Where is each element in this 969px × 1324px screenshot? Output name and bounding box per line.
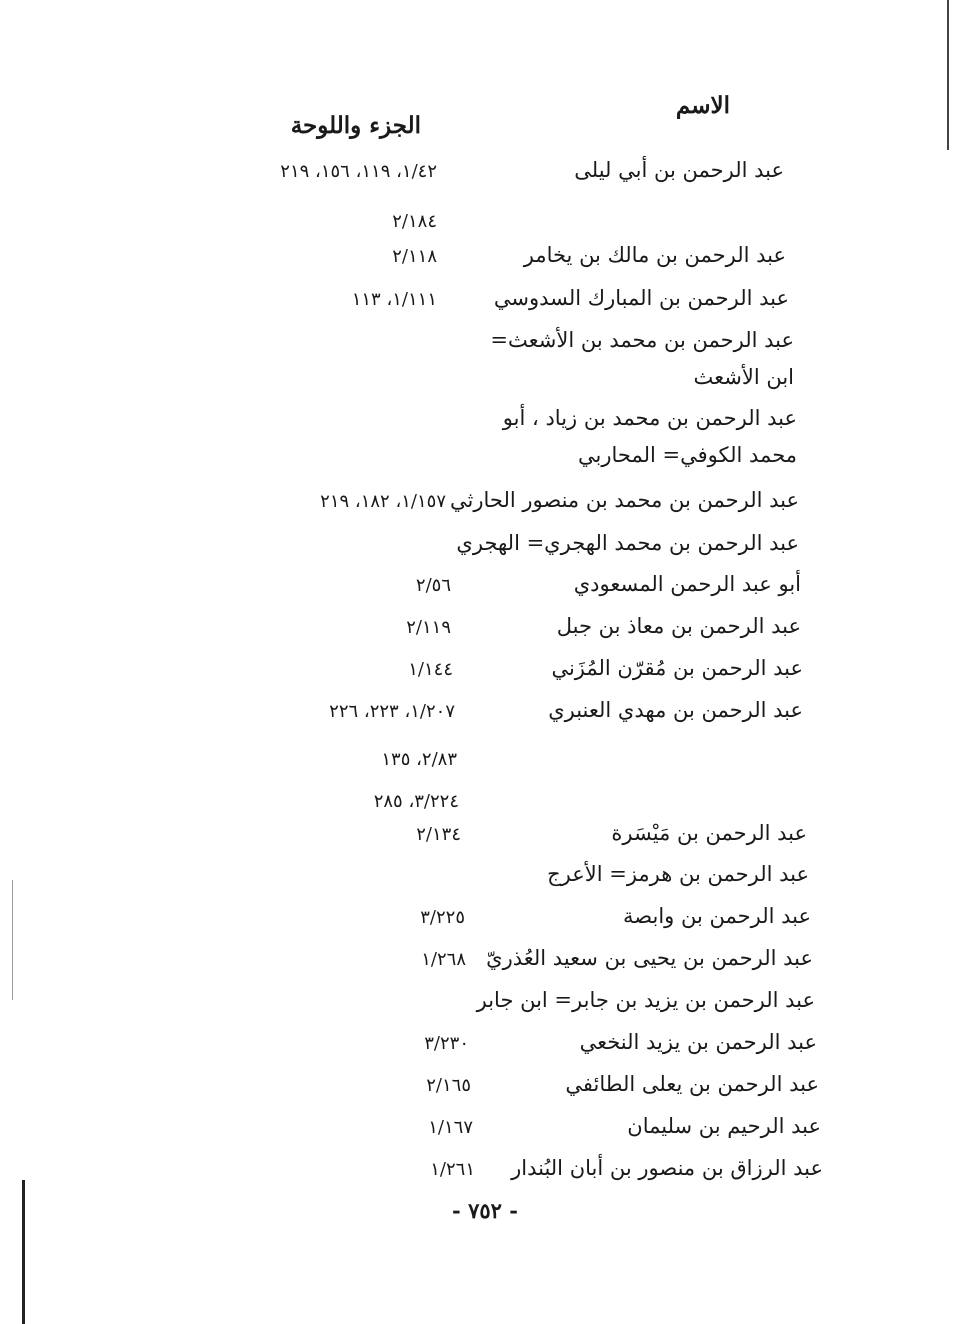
- index-entry: [0, 608, 969, 648]
- entry-name: عبد الرحمن بن مالك بن يخامر: [523, 243, 786, 267]
- entry-reference: ١/١٥٧، ١٨٢، ٢١٩: [320, 491, 446, 512]
- entry-reference: ١/١١١، ١١٣: [351, 289, 437, 310]
- index-entry: [0, 322, 969, 398]
- page-edge-line: [22, 1180, 25, 1324]
- index-entry: [0, 856, 969, 896]
- entry-name: عبد الرحمن بن مَيْسَرة: [611, 821, 807, 845]
- entry-name: عبد الرحمن بن محمد الهجري= الهجري: [456, 531, 799, 555]
- entry-name: عبد الرحمن بن مُقرّن المُزَني: [551, 656, 803, 680]
- entry-name: عبد الرحمن بن مهدي العنبري: [548, 698, 803, 722]
- entry-name: أبو عبد الرحمن المسعودي: [573, 572, 801, 596]
- entry-name: عبد الرحمن بن محمد بن الأشعث= ابن الأشعث: [490, 328, 794, 389]
- page-number: - ٧٥٢ -: [452, 1198, 518, 1223]
- entry-name: عبد الرحمن بن هرمز= الأعرج: [547, 862, 809, 886]
- index-entry: [0, 525, 969, 565]
- entry-reference: ١/٢٠٧، ٢٢٣، ٢٢٦: [329, 701, 455, 722]
- entry-reference: ١/١٤٤: [408, 659, 453, 680]
- index-entry: [0, 650, 969, 690]
- entry-name: عبد الرحيم بن سليمان: [627, 1114, 821, 1138]
- entry-name: عبد الرحمن بن وابصة: [623, 904, 811, 928]
- index-entry: [0, 1024, 969, 1064]
- entry-reference: ٣/٢٢٤، ٢٨٥: [373, 791, 459, 812]
- index-entry: [0, 692, 969, 732]
- column-header-reference: الجزء واللوحة: [290, 112, 421, 139]
- entry-name: عبد الرحمن بن المبارك السدوسي: [493, 286, 789, 310]
- index-entry: [0, 1108, 969, 1148]
- index-entry: [0, 1150, 969, 1190]
- entry-reference: ٣/٢٢٥: [420, 907, 465, 928]
- index-entry: [0, 482, 969, 522]
- entry-reference: ٢/٨٣، ١٣٥: [381, 749, 457, 770]
- entry-reference: ١/٢٦١: [430, 1159, 475, 1180]
- index-entry: [0, 152, 969, 192]
- entry-name: عبد الرزاق بن منصور بن أبان البُندار: [511, 1156, 823, 1180]
- entry-reference: ٣/٢٣٠: [424, 1033, 469, 1054]
- entry-name: عبد الرحمن بن يعلى الطائفي: [565, 1072, 819, 1096]
- entry-reference: ١/١٦٧: [428, 1117, 473, 1138]
- entry-name: عبد الرحمن بن يحيى بن سعيد العُذريّ: [486, 946, 813, 970]
- entry-name: عبد الرحمن بن يزيد النخعي: [579, 1030, 817, 1054]
- entry-reference: ٢/١٨٤: [392, 211, 437, 232]
- index-entry: [0, 982, 969, 1022]
- index-entry: [0, 566, 969, 606]
- entry-reference: ٢/١٦٥: [426, 1075, 471, 1096]
- entry-reference: ٢/٥٦: [415, 575, 451, 596]
- page-edge-line: [947, 0, 949, 150]
- entry-reference: ٢/١١٨: [392, 246, 437, 267]
- index-entry: [0, 1066, 969, 1106]
- index-entry: [0, 202, 969, 242]
- entry-reference: ٢/١٣٤: [416, 824, 461, 845]
- index-entry: [0, 898, 969, 938]
- entry-name: عبد الرحمن بن محمد بن زياد ، أبو محمد الكوفي= المحاربي: [502, 406, 797, 467]
- index-entry: [0, 400, 969, 476]
- index-entry: [0, 940, 969, 980]
- entry-name: عبد الرحمن بن معاذ بن جبل: [556, 614, 801, 638]
- entry-name: عبد الرحمن بن أبي ليلى: [574, 158, 784, 182]
- index-entry: [0, 815, 969, 855]
- entry-name: عبد الرحمن بن يزيد بن جابر= ابن جابر: [476, 988, 815, 1012]
- entry-name: عبد الرحمن بن محمد بن منصور الحارثي: [450, 488, 799, 512]
- index-entry: [0, 280, 969, 320]
- index-entry: [0, 237, 969, 277]
- entry-reference: ٢/١١٩: [406, 617, 451, 638]
- index-entry: [0, 740, 969, 780]
- entry-reference: ١/٢٦٨: [421, 949, 466, 970]
- column-header-name: الاسم: [675, 92, 730, 119]
- entry-reference: ١/٤٢، ١١٩، ١٥٦، ٢١٩: [280, 161, 437, 182]
